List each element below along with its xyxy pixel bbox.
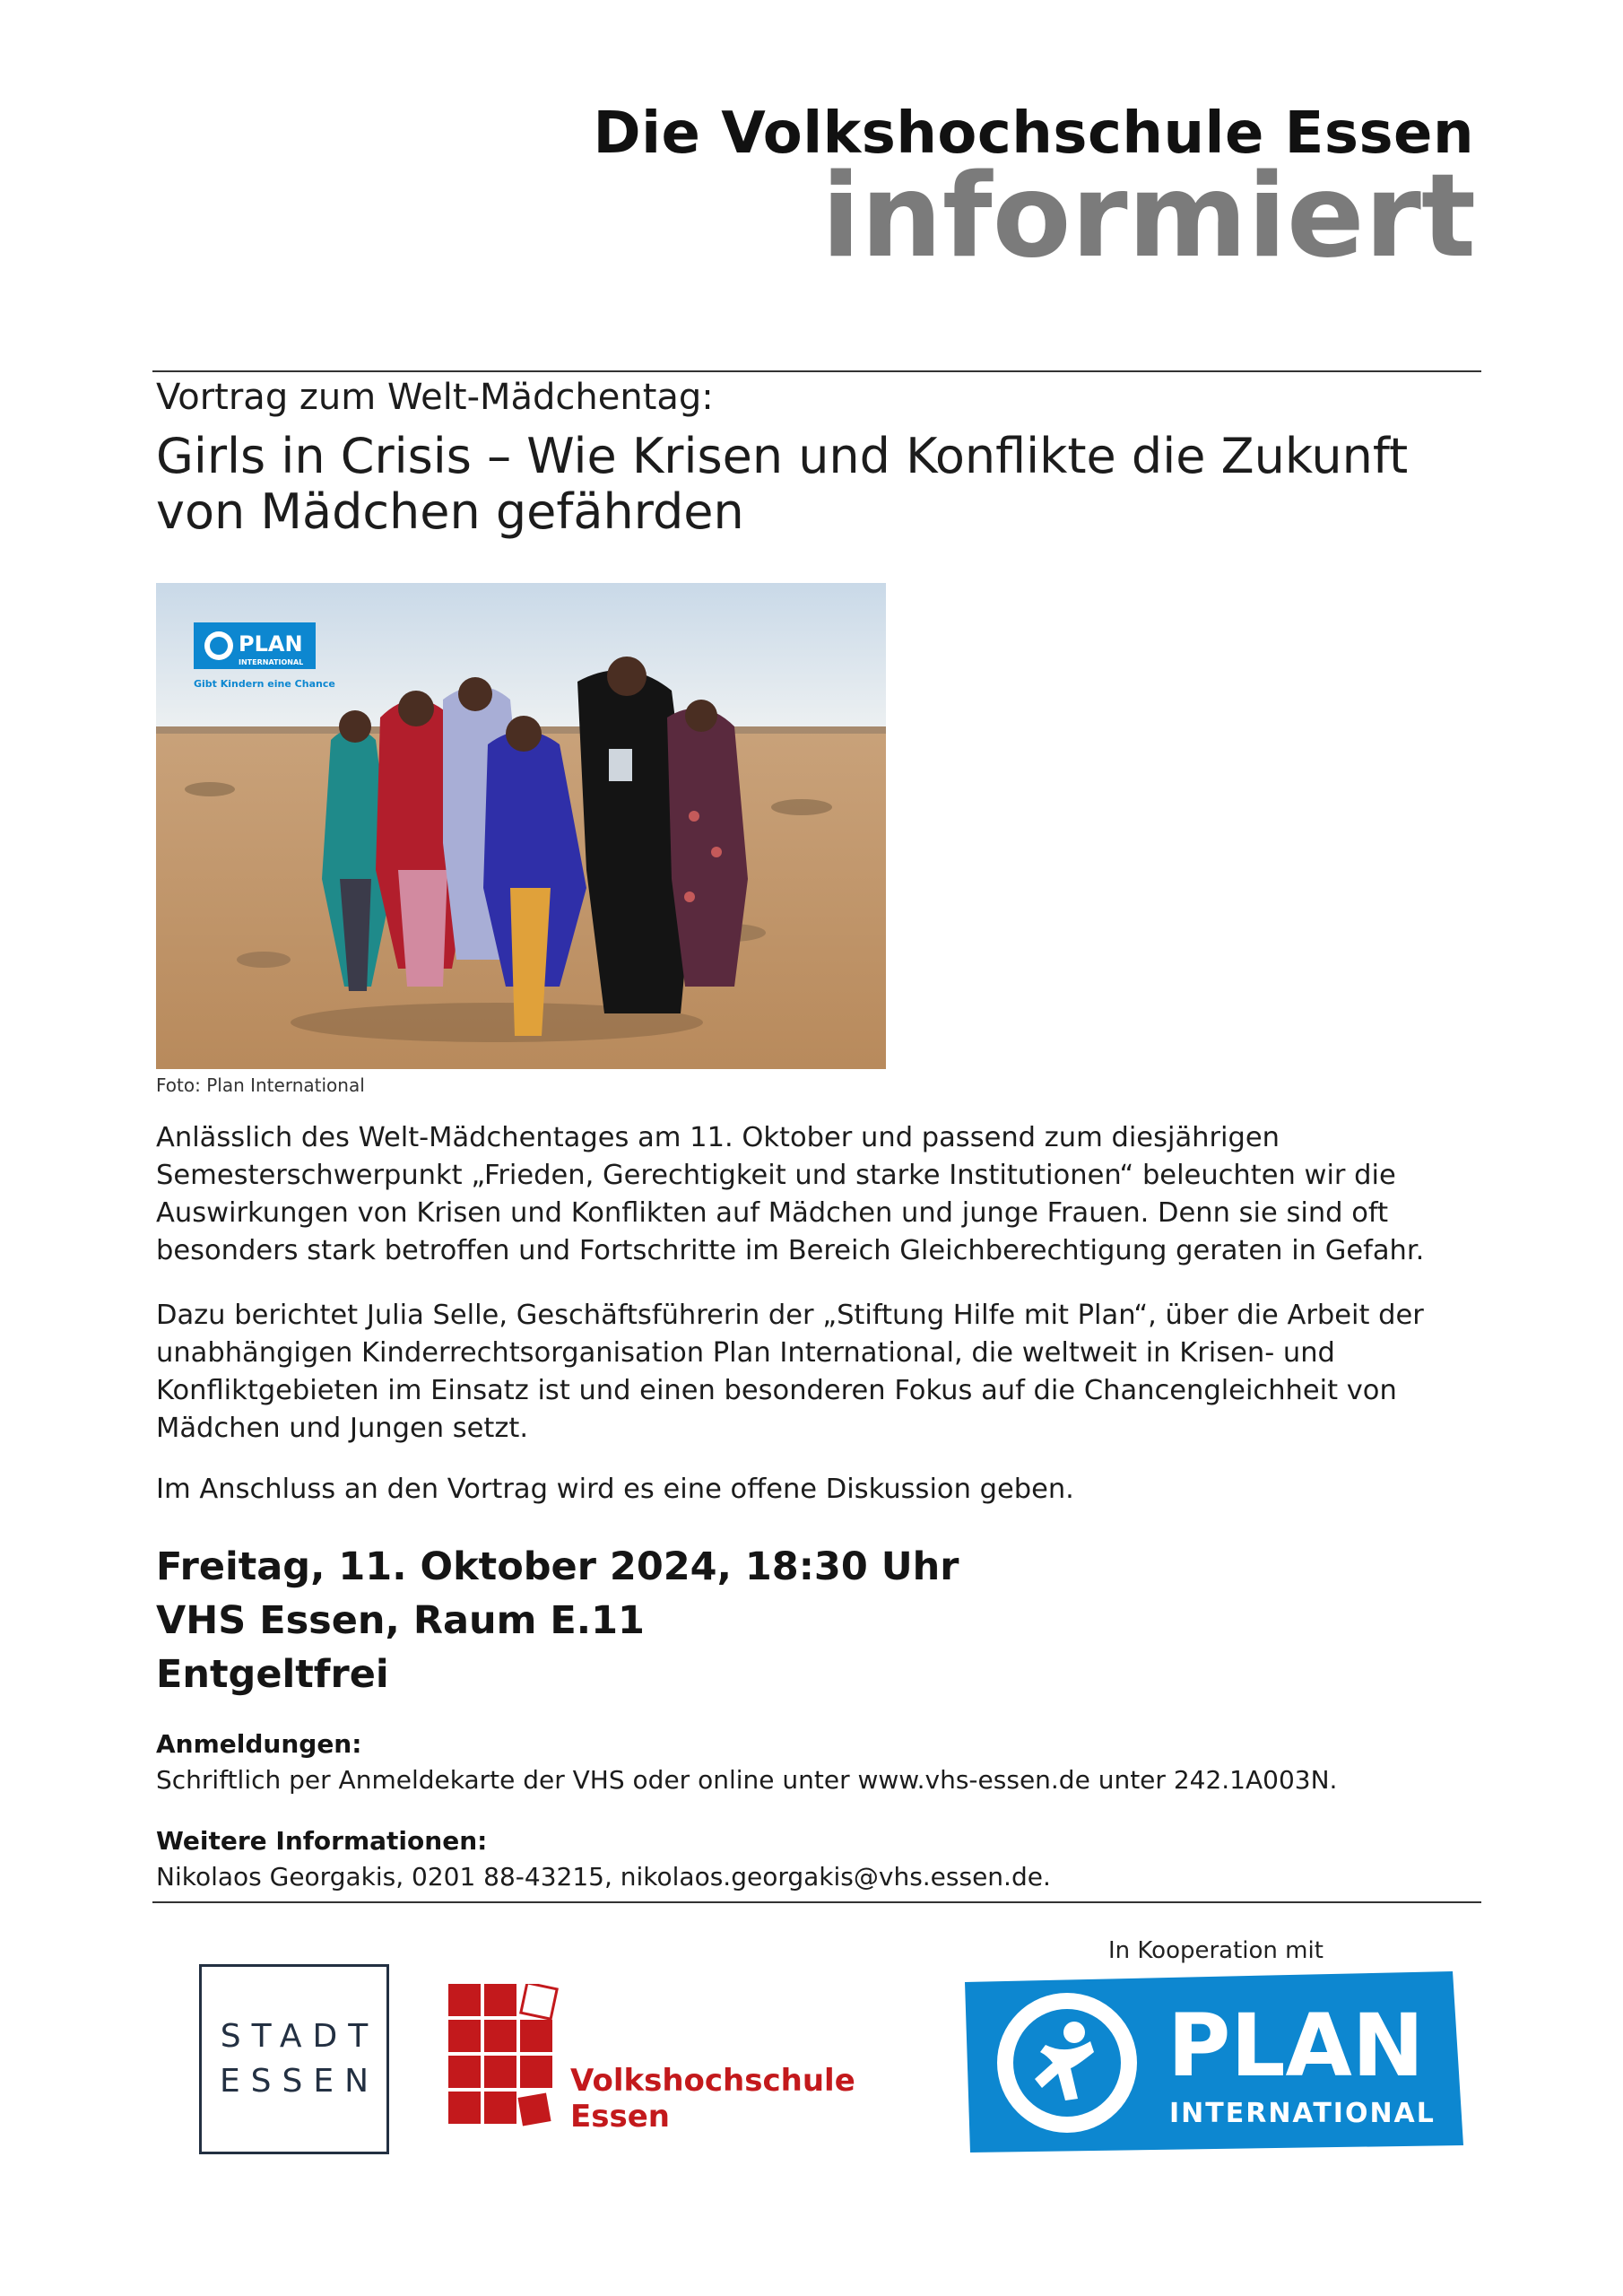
vhs-essen-logo-mark [448, 1984, 565, 2149]
contact-text: Nikolaos Georgakis, 0201 88-43215, nikolaos.georgakis@vhs.essen.de. [156, 1862, 1051, 1892]
top-divider [152, 370, 1481, 372]
photo-caption: Foto: Plan International [156, 1074, 365, 1096]
plan-logo-subtext: INTERNATIONAL [1169, 2098, 1436, 2129]
plan-international-logo [959, 1970, 1465, 2158]
photo-logo-text: PLAN [239, 631, 303, 657]
header-subtitle: informiert [820, 150, 1476, 283]
photo-logo-subtext: INTERNATIONAL [239, 658, 304, 666]
event-date: Freitag, 11. Oktober 2024, 18:30 Uhr [156, 1544, 959, 1589]
stadt-line-2: ESSEN [219, 2063, 380, 2100]
registration-label: Anmeldungen: [156, 1729, 362, 1759]
headline-kicker: Vortrag zum Welt-Mädchentag: [156, 377, 714, 418]
body-paragraph-3: Im Anschluss an den Vortrag wird es eine offene Diskussion geben. [156, 1474, 1074, 1505]
headline-title: Girls in Crisis – Wie Krisen und Konflikte die Zukunft von Mädchen gefährden [156, 428, 1409, 541]
body-paragraph-2: Dazu berichtet Julia Selle, Geschäftsführerin der „Stiftung Hilfe mit Plan“, über die Arbeit der unabhängigen Kinderrechtsorganisation Plan International, die weltweit in Krisen- und Konfliktgebieten im Einsatz ist und einen besonderen Fokus auf die Chancengleichheit von Mädchen und Jungen setzt. [156, 1300, 1424, 1444]
contact-label: Weitere Informationen: [156, 1826, 488, 1856]
plan-logo-text: PLAN [1167, 1996, 1425, 2096]
vhs-essen-wordmark [570, 2063, 855, 2135]
body-paragraph-1: Anlässlich des Welt-Mädchentages am 11. Oktober und passend zum diesjährigen Semesterschwerpunkt „Frieden, Gerechtigkeit und starke Institutionen“ beleuchten wir die Auswirkungen von Krisen und Konflikten auf Mädchen und junge Frauen. Denn sie sind oft besonders stark betroffen und Fortschritte im Bereich Gleichberechtigung geraten in Gefahr. [156, 1122, 1425, 1266]
event-location: VHS Essen, Raum E.11 [156, 1598, 645, 1643]
registration-text: Schriftlich per Anmeldekarte der VHS oder online unter www.vhs-essen.de unter 242.1A003N. [156, 1765, 1338, 1795]
stadt-essen-logo [199, 1964, 389, 2154]
header-title: Die Volkshochschule Essen [593, 100, 1474, 167]
bottom-divider [152, 1901, 1481, 1903]
event-fee: Entgeltfrei [156, 1652, 389, 1697]
stadt-line-1: STADT [220, 2018, 379, 2055]
event-photo [156, 583, 886, 1069]
cooperation-label: In Kooperation mit [1108, 1937, 1324, 1964]
vhs-line-1: Volkshochschule [570, 2063, 855, 2099]
photo-logo-tagline: Gibt Kindern eine Chance [194, 678, 335, 690]
vhs-line-2: Essen [570, 2099, 670, 2135]
